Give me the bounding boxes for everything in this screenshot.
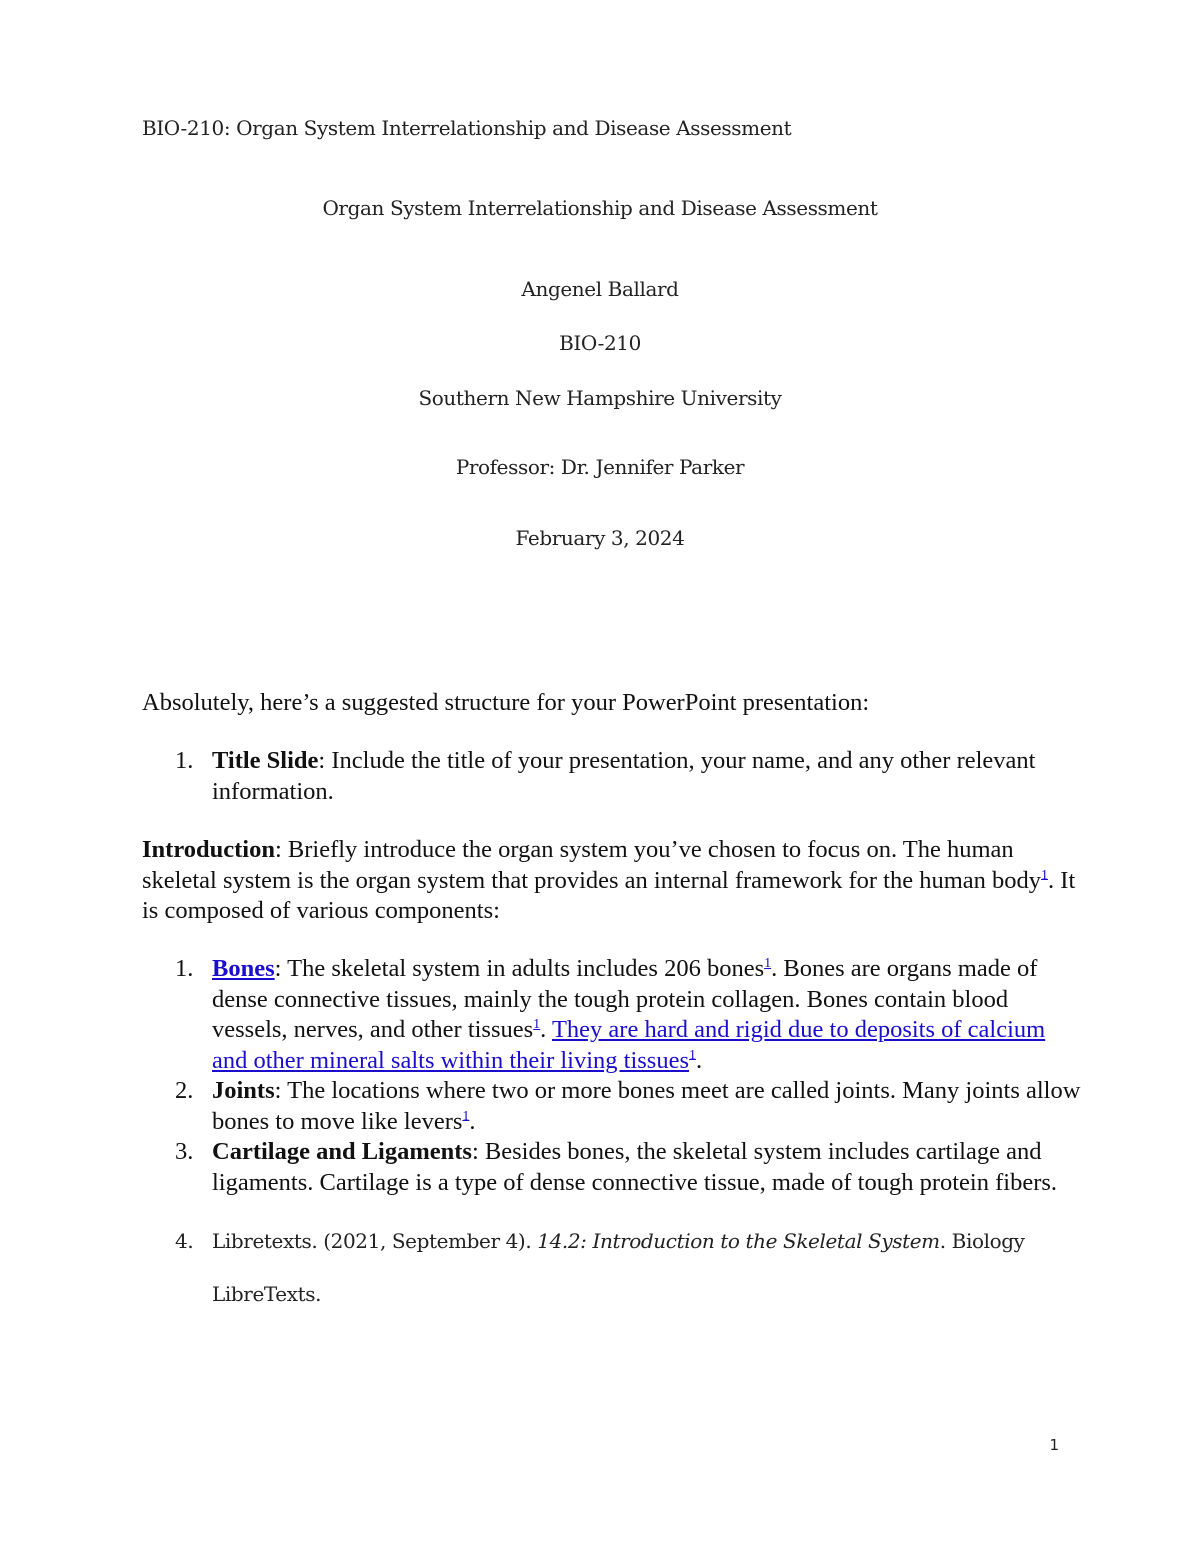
list-item [142, 746, 1082, 807]
item-text: . [696, 1046, 703, 1074]
professor-name: Professor: Dr. Jennifer Parker [455, 455, 745, 479]
item-text: . [469, 1107, 476, 1135]
citation-link[interactable]: 1 [462, 1108, 470, 1124]
introduction-text-end: . It is composed of various components: [142, 866, 1076, 924]
list-number: 1. [175, 955, 194, 982]
citation-link[interactable]: 1 [533, 1016, 541, 1032]
item-label: Cartilage and Ligaments [212, 1138, 472, 1165]
reference-text: Libretexts. (2021, September 4). [212, 1229, 538, 1253]
item-text: : Include the title of your presentation, your name, and any other relevant information. [212, 747, 1036, 805]
item-text: . Bones are organs made of dense connective tissues, mainly the tough protein collagen. Bones contain blood vessels, nerves, and other tissues [212, 955, 1038, 1043]
source-link[interactable]: They are hard and rigid due to deposits of calcium and other mineral salts within their living tissues [212, 1016, 1046, 1074]
reference-text: . Biology [939, 1229, 1025, 1253]
submission-date: February 3, 2024 [515, 526, 685, 550]
introduction-label: Introduction [142, 836, 275, 863]
item-label: Joints [212, 1077, 275, 1104]
list-item [142, 1137, 1082, 1198]
reference-title: 14.2: Introduction to the Skeletal System [537, 1229, 940, 1253]
item-label: Title Slide [212, 747, 319, 774]
citation-link[interactable]: 1 [689, 1047, 696, 1063]
institution-name: Southern New Hampshire University [418, 386, 782, 410]
author-name: Angenel Ballard [521, 277, 679, 301]
item-text: : The locations where two or more bones meet are called joints. Many joints allow bones to move like levers [212, 1077, 1081, 1135]
course-header: BIO-210: Organ System Interrelationship and Disease Assessment [142, 116, 792, 140]
bones-link[interactable]: Bones [212, 955, 275, 982]
citation-link[interactable]: 1 [1041, 867, 1049, 883]
course-code: BIO-210 [559, 331, 641, 355]
page-number: 1 [1049, 1436, 1059, 1454]
item-text: : The skeletal system in adults includes 206 bones [274, 955, 765, 982]
reference-entry [142, 1229, 1082, 1306]
reference-publisher: LibreTexts. [212, 1282, 322, 1306]
citation-link[interactable]: 1 [764, 955, 772, 971]
intro-sentence: Absolutely, here’s a suggested structure for your PowerPoint presentation: [142, 689, 870, 716]
list-item [142, 1076, 1082, 1137]
introduction-paragraph [142, 835, 1082, 927]
paper-title: Organ System Interrelationship and Disease Assessment [322, 196, 878, 220]
list-item [142, 954, 1082, 1076]
item-text: : Besides bones, the skeletal system includes cartilage and ligaments. Cartilage is a type of dense connective tissue, made of tough protein fibers. [212, 1138, 1058, 1196]
list-number: 4. [175, 1229, 194, 1253]
item-text: . [540, 1016, 552, 1043]
list-number: 2. [175, 1077, 194, 1104]
list-number: 1. [175, 747, 194, 774]
introduction-text: : Briefly introduce the organ system you’ve chosen to focus on. The human skeletal system is the organ system that provides an internal framework for the human body [142, 836, 1042, 894]
list-number: 3. [175, 1138, 194, 1165]
